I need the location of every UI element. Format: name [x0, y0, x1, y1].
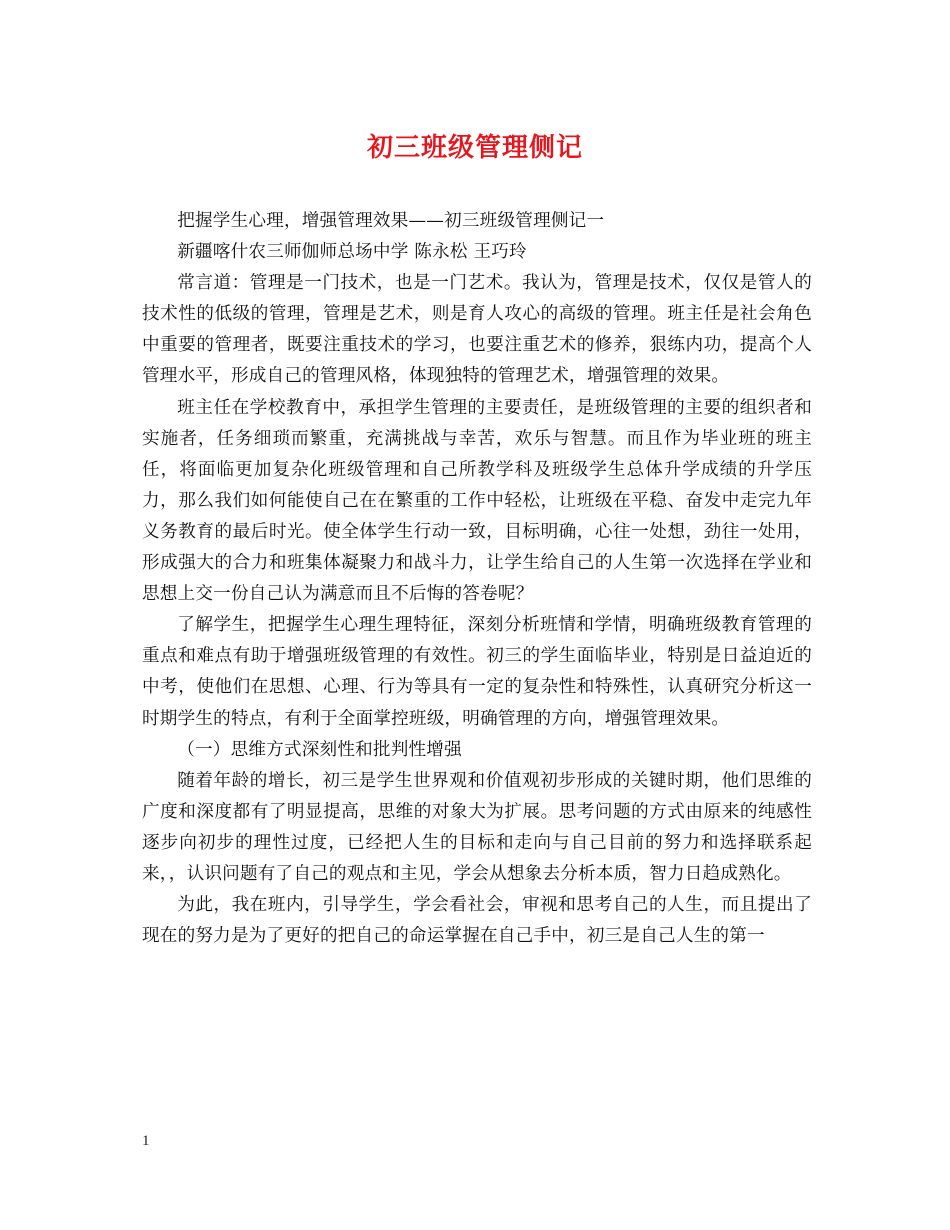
body-paragraph: 班主任在学校教育中，承担学生管理的主要责任，是班级管理的主要的组织者和实施者，任务细琐而繁重，充满挑战与幸苦，欢乐与智慧。而且作为毕业班的班主任，将面临更加复杂化班级管理和自己所教学科及班级学生总体升学成绩的升学压力，那么我们如何能使自己在在繁重的工作中轻松，让班级在平稳、奋发中走完九年义务教育的最后时光。使全体学生行动一致，目标明确，心往一处想，劲往一处用，形成强大的合力和班集体凝聚力和战斗力，让学生给自己的人生第一次选择在学业和思想上交一份自己认为满意而且不后悔的答卷呢？ [142, 397, 812, 605]
body-paragraph: 常言道：管理是一门技术，也是一门艺术。我认为，管理是技术，仅仅是管人的技术性的低级的管理，管理是艺术，则是育人攻心的高级的管理。班主任是社会角色中重要的管理者，既要注重技术的学习，也要注重艺术的修养，狠练内功，提高个人管理水平，形成自己的管理风格，体现独特的管理艺术，增强管理的效果。 [142, 273, 812, 387]
page-number: 1 [142, 1133, 150, 1149]
subtitle-paragraph: 把握学生心理，增强管理效果——初三班级管理侧记一 [177, 211, 605, 231]
document-body [142, 206, 812, 952]
document-title: 初三班级管理侧记 [366, 133, 583, 163]
body-paragraph: 为此，我在班内，引导学生，学会看社会，审视和思考自己的人生，而且提出了现在的努力是为了更好的把自己的命运掌握在自己手中，初三是自己人生的第一 [142, 895, 812, 947]
body-paragraph: 了解学生，把握学生心理生理特征，深刻分析班情和学情，明确班级教育管理的重点和难点有助于增强班级管理的有效性。初三的学生面临毕业，特别是日益迫近的中考，使他们在思想、心理、行为等具有一定的复杂性和特殊性，认真研究分析这一时期学生的特点，有利于全面掌控班级，明确管理的方向，增强管理效果。 [142, 615, 812, 729]
body-paragraph: 随着年龄的增长，初三是学生世界观和价值观初步形成的关键时期，他们思维的广度和深度都有了明显提高，思维的对象大为扩展。思考问题的方式由原来的纯感性逐步向初步的理性过度，已经把人生的目标和走向与自己目前的努力和选择联系起来，，认识问题有了自己的观点和主见，学会从想象去分析本质，智力日趋成熟化。 [142, 770, 812, 884]
section-heading: （一）思维方式深刻性和批判性增强 [177, 739, 462, 760]
author-line: 新疆喀什农三师伽师总场中学 陈永松 王巧玲 [177, 242, 527, 263]
